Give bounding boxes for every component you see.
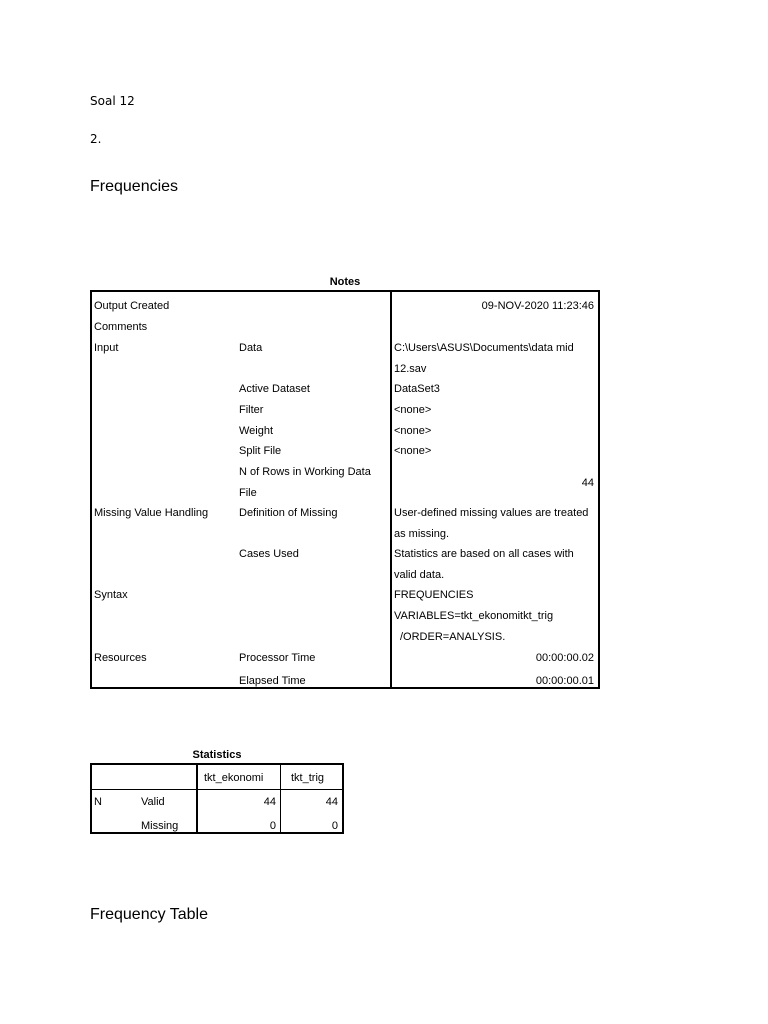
elapsed-time-label: Elapsed Time	[239, 675, 306, 687]
statistics-table	[90, 763, 344, 834]
active-dataset-value: DataSet3	[394, 383, 440, 395]
syntax-label: Syntax	[94, 589, 128, 601]
data-label: Data	[239, 342, 263, 354]
n-rows-label-line1: N of Rows in Working Data	[239, 466, 371, 478]
n-rows-label-line2: File	[239, 487, 257, 499]
elapsed-time-value: 00:00:00.01	[535, 675, 594, 687]
stats-missing-tkt-ekonomi: 0	[269, 820, 276, 832]
frequency-table-heading: Frequency Table	[90, 906, 208, 923]
split-file-value: <none>	[394, 445, 432, 457]
stats-col-tkt-ekonomi: tkt_ekonomi	[204, 772, 264, 784]
definition-of-missing-line1: User-defined missing values are treated	[394, 507, 589, 519]
stats-col-tkt-trig: tkt_trig	[291, 772, 325, 784]
split-file-label: Split File	[239, 445, 282, 457]
filter-value: <none>	[394, 404, 432, 416]
filter-label: Filter	[239, 404, 264, 416]
question-number: 2.	[90, 132, 102, 146]
notes-column-divider	[390, 292, 392, 687]
weight-value: <none>	[394, 425, 432, 437]
statistics-divider-main	[196, 765, 198, 832]
input-label: Input	[94, 342, 119, 354]
statistics-header-rule	[92, 789, 342, 790]
frequencies-heading: Frequencies	[90, 178, 179, 195]
output-created-label: Output Created	[94, 300, 170, 312]
processor-time-label: Processor Time	[239, 652, 316, 664]
stats-n-label: N	[94, 796, 102, 808]
definition-of-missing-line2: as missing.	[394, 528, 450, 540]
notes-caption: Notes	[329, 276, 361, 288]
data-path-line1: C:\Users\ASUS\Documents\data mid	[394, 342, 574, 354]
stats-missing-label: Missing	[141, 820, 179, 832]
data-path-line2: 12.sav	[394, 363, 427, 375]
missing-value-handling-label: Missing Value Handling	[94, 507, 209, 519]
stats-valid-tkt-ekonomi: 44	[263, 796, 276, 808]
output-created-value: 09-NOV-2020 11:23:46	[481, 300, 594, 312]
cases-used-line2: valid data.	[394, 569, 445, 581]
active-dataset-label: Active Dataset	[239, 383, 310, 395]
processor-time-value: 00:00:00.02	[535, 652, 594, 664]
cases-used-label: Cases Used	[239, 548, 299, 560]
definition-of-missing-label: Definition of Missing	[239, 507, 338, 519]
notes-table	[90, 290, 600, 689]
statistics-divider-col	[280, 765, 281, 832]
weight-label: Weight	[239, 425, 274, 437]
statistics-caption: Statistics	[192, 749, 242, 761]
resources-label: Resources	[94, 652, 147, 664]
syntax-line2: VARIABLES=tkt_ekonomitkt_trig	[394, 610, 554, 622]
syntax-line1: FREQUENCIES	[394, 589, 474, 601]
stats-missing-tkt-trig: 0	[331, 820, 338, 832]
stats-valid-label: Valid	[141, 796, 165, 808]
syntax-line3: /ORDER=ANALYSIS.	[400, 631, 506, 643]
comments-label: Comments	[94, 321, 148, 333]
stats-valid-tkt-trig: 44	[325, 796, 338, 808]
soal-label: Soal 12	[90, 94, 135, 108]
n-rows-value: 44	[581, 477, 594, 489]
cases-used-line1: Statistics are based on all cases with	[394, 548, 574, 560]
